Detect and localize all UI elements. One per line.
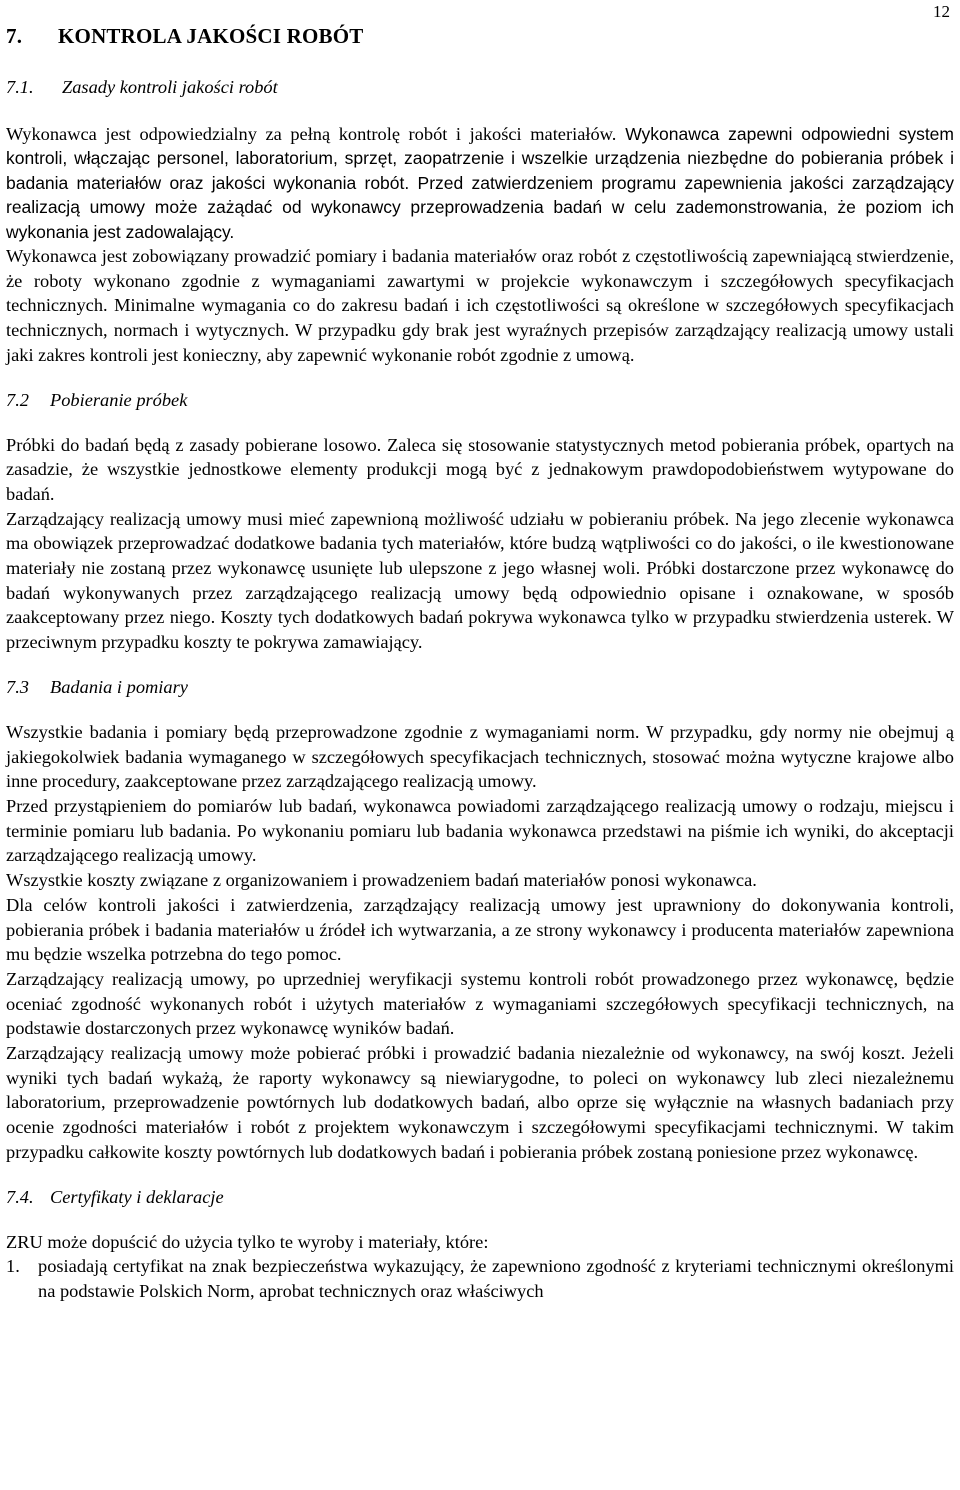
section-title: Certyfikaty i deklaracje xyxy=(50,1186,224,1207)
section-title: Zasady kontroli jakości robót xyxy=(62,77,278,97)
section-title: Pobieranie próbek xyxy=(50,389,188,410)
chapter-title: KONTROLA JAKOŚCI ROBÓT xyxy=(58,24,364,48)
page-number: 12 xyxy=(933,2,950,21)
paragraph: Wykonawca jest zobowiązany prowadzić pomiary i badania materiałów oraz robót z częstotliwością zapewniającą stwierdzenie, że roboty wykonano zgodnie z wymaganiami zawartymi w projekcie wykonawczym i szczegółowych specyfikacjach technicznych. Minimalne wymagania co do zakresu badań i ich częstotliwości są określone w szczegółowych specyfikacjach technicznych, normach i wytycznych. W przypadku gdy brak jest wyraźnych przepisów zarządzający realizacją umowy ustali jaki zakres kontroli jest konieczny, aby zapewnić wykonanie robót zgodnie z umową. xyxy=(6,246,954,365)
chapter-heading xyxy=(6,24,954,49)
paragraph xyxy=(6,122,954,244)
paragraph: Próbki do badań będą z zasady pobierane losowo. Zaleca się stosowanie statystycznych metod pobierania próbek, opartych na zasadzie, że wszystkie jednostkowe elementy produkcji mogą być z jednakowym prawdopodobieństwem wytypowane do badań. xyxy=(6,434,954,504)
section-title: Badania i pomiary xyxy=(50,676,188,697)
paragraph: Dla celów kontroli jakości i zatwierdzenia, zarządzający realizacją umowy jest uprawniony do dokonywania kontroli, pobierania próbek i badania materiałów u źródeł ich wytwarzania, a ze strony wykonawcy i producenta materiałów zapewniona mu będzie wszelka potrzebna do tego pomoc. xyxy=(6,894,954,965)
section-heading-7-3 xyxy=(6,677,954,698)
section-heading-7-4 xyxy=(6,1187,954,1208)
paragraph-sentence: Wykonawca zapewni odpowiedni system kontroli, włączając personel, laboratorium, sprzęt, zaopatrzenie i wszelkie urządzenia niezbędne do pobierania próbek i badania materiałów oraz jakości wykonania robót. Przed zatwierdzeniem programu zapewnienia jakości zarządzający realizacją umowy może zażądać od wykonawcy przeprowadzenia badań w celu zademonstrowania, że poziom ich wykonania jest zadowalający. xyxy=(6,124,954,242)
section-heading-7-2 xyxy=(6,390,954,411)
list-item xyxy=(6,1254,954,1303)
list-item-text: posiadają certyfikat na znak bezpieczeństwa wykazujący, że zapewniono zgodność z kryteriami technicznymi określonymi na podstawie Polskich Norm, aprobat technicznych oraz właściwych xyxy=(38,1256,954,1301)
section-heading-7-1 xyxy=(6,77,954,98)
section-number: 7.2 xyxy=(6,389,29,410)
paragraph: Wszystkie badania i pomiary będą przeprowadzone zgodnie z wymaganiami norm. W przypadku, gdy normy nie obejmuj ą jakiegokolwiek badania wymaganego w szczegółowych specyfikacjach technicznych, stosować można wytyczne krajowe albo inne procedury, zaakceptowane przez zarządzającego realizacją umowy. xyxy=(6,721,954,792)
section-number: 7.1. xyxy=(6,77,34,97)
paragraph: Zarządzający realizacją umowy może pobierać próbki i prowadzić badania niezależnie od wykonawcy, na swój koszt. Jeżeli wyniki tych badań wykażą, że raporty wykonawcy są niewiarygodne, to poleci on wykonawcy lub zleci niezależnemu laboratorium, przeprowadzenie powtórnych lub dodatkowych badań, albo oprze się wyłącznie na własnych badaniach przy ocenie zgodności materiałów i robót z projektem wykonawczym i szczegółowymi specyfikacjami technicznymi. W takim przypadku całkowite koszty powtórnych lub dodatkowych badań i pobierania próbek zostaną poniesione przez wykonawcę. xyxy=(6,1043,954,1162)
paragraph: Wszystkie koszty związane z organizowaniem i prowadzeniem badań materiałów ponosi wykonawca. xyxy=(6,870,757,891)
paragraph: Przed przystąpieniem do pomiarów lub badań, wykonawca powiadomi zarządzającego realizacją umowy o rodzaju, miejscu i terminie pomiaru lub badania. Po wykonaniu pomiaru lub badania wykonawca przedstawi na piśmie ich wyniki, do akceptacji zarządzającego realizacją umowy. xyxy=(6,795,954,866)
list-item-number: 1. xyxy=(6,1256,20,1277)
section-number: 7.3 xyxy=(6,676,29,697)
chapter-number: 7. xyxy=(6,24,23,48)
paragraph: ZRU może dopuścić do użycia tylko te wyroby i materiały, które: xyxy=(6,1231,489,1252)
paragraph-sentence: Wykonawca jest odpowiedzialny za pełną kontrolę robót i jakości materiałów. xyxy=(6,124,617,144)
paragraph: Zarządzający realizacją umowy musi mieć zapewnioną możliwość udziału w pobieraniu próbek. Na jego zlecenie wykonawca ma obowiązek przeprowadzać dodatkowe badania tych materiałów, które budzą wątpliwości co do jakości, o ile kwestionowane materiały nie zostaną przez wykonawcę usunięte lub ulepszone z jego własnej woli. Próbki dostarczone przez wykonawcę do badań wykonywanych przez zarządzającego realizacją umowy będą odpowiednio opisane i oznakowane, w sposób zaakceptowany przez niego. Koszty tych dodatkowych badań pokrywa wykonawca tylko w przypadku stwierdzenia usterek. W przeciwnym przypadku koszty te pokrywa zamawiający. xyxy=(6,508,955,653)
document-body xyxy=(6,24,954,1304)
paragraph: Zarządzający realizacją umowy, po uprzedniej weryfikacji systemu kontroli robót prowadzonego przez wykonawcę, będzie oceniać zgodność wykonanych robót i użytych materiałów z wymaganiami szczegółowych specyfikacji technicznych, na podstawie dostarczonych przez wykonawcę wyników badań. xyxy=(6,968,954,1039)
section-number: 7.4. xyxy=(6,1186,34,1207)
